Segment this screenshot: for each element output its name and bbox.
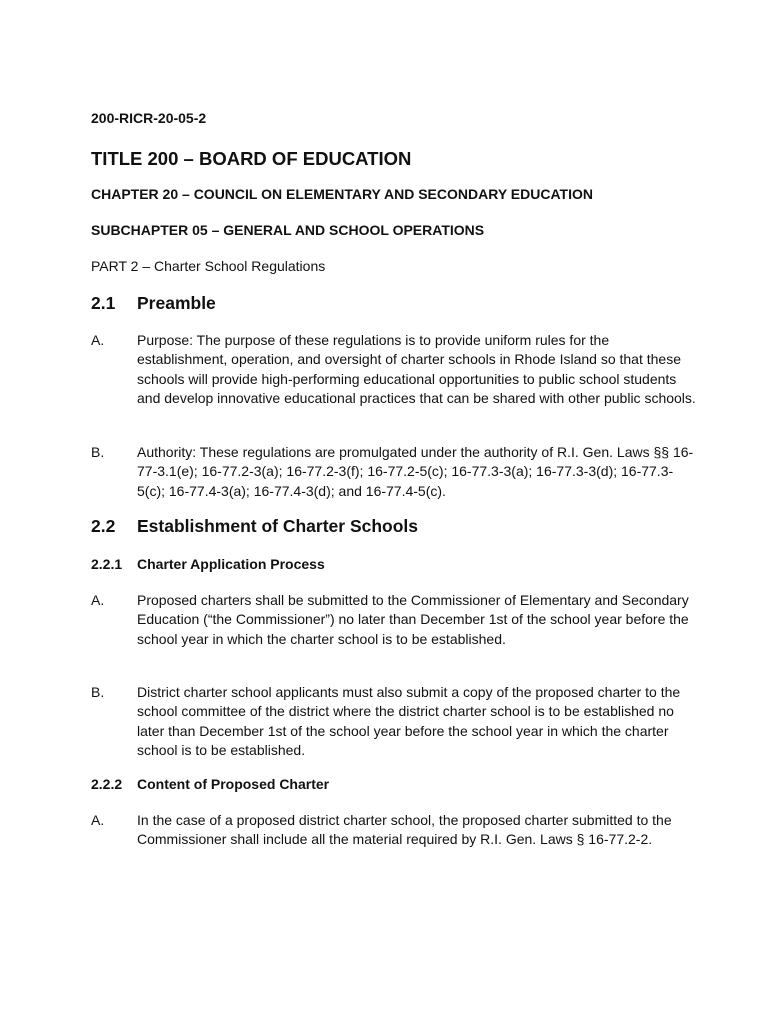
document-code: 200-RICR-20-05-2 <box>91 110 207 126</box>
subsection-title: Content of Proposed Charter <box>137 776 330 792</box>
subsection-number: 2.2.1 <box>91 556 123 572</box>
document-title: TITLE 200 – BOARD OF EDUCATION <box>91 148 412 169</box>
section-title: Preamble <box>137 293 216 313</box>
part-heading: PART 2 – Charter School Regulations <box>91 258 326 274</box>
section-number: 2.2 <box>91 516 116 536</box>
item-label: A. <box>91 332 105 348</box>
item-label: B. <box>91 444 105 460</box>
subsection-title: Charter Application Process <box>137 556 325 572</box>
subsection-number: 2.2.2 <box>91 776 123 792</box>
section-title: Establishment of Charter Schools <box>137 516 419 536</box>
subchapter-heading: SUBCHAPTER 05 – GENERAL AND SCHOOL OPERATIONS <box>91 222 485 238</box>
chapter-heading: CHAPTER 20 – COUNCIL ON ELEMENTARY AND SECONDARY EDUCATION <box>91 186 593 202</box>
application-paragraph-a: Proposed charters shall be submitted to the Commissioner of Elementary and Secondary Education (“the Commissioner”) no later than December 1st of the school year before the school year in which the charter school is to be established. <box>137 592 689 647</box>
application-paragraph-b: District charter school applicants must also submit a copy of the proposed charter to the school committee of the district where the district charter school is to be established no later than December 1st of the school year before the school year in which the charter school is to be established. <box>137 684 681 759</box>
item-label: A. <box>91 592 105 608</box>
item-label: B. <box>91 684 105 700</box>
purpose-paragraph: Purpose: The purpose of these regulations is to provide uniform rules for the establishment, operation, and oversight of charter schools in Rhode Island so that these schools will provide high-performing educational opportunities to public school students and develop innovative educational practices that can be shared with other public schools. <box>137 332 696 407</box>
section-number: 2.1 <box>91 293 116 313</box>
item-label: A. <box>91 812 105 828</box>
authority-paragraph: Authority: These regulations are promulgated under the authority of R.I. Gen. Laws §§ 16-77-3.1(e); 16-77.2-3(a); 16-77.2-3(f); 16-77.2-5(c); 16-77.3-3(a); 16-77.3-3(d); 16-77.3-5(c); 16-77.4-3(a); 16-77.4-3(d); and 16-77.4-5(c). <box>137 444 694 499</box>
content-paragraph-a: In the case of a proposed district charter school, the proposed charter submitted to the Commissioner shall include all the material required by R.I. Gen. Laws § 16-77.2-2. <box>137 812 672 848</box>
